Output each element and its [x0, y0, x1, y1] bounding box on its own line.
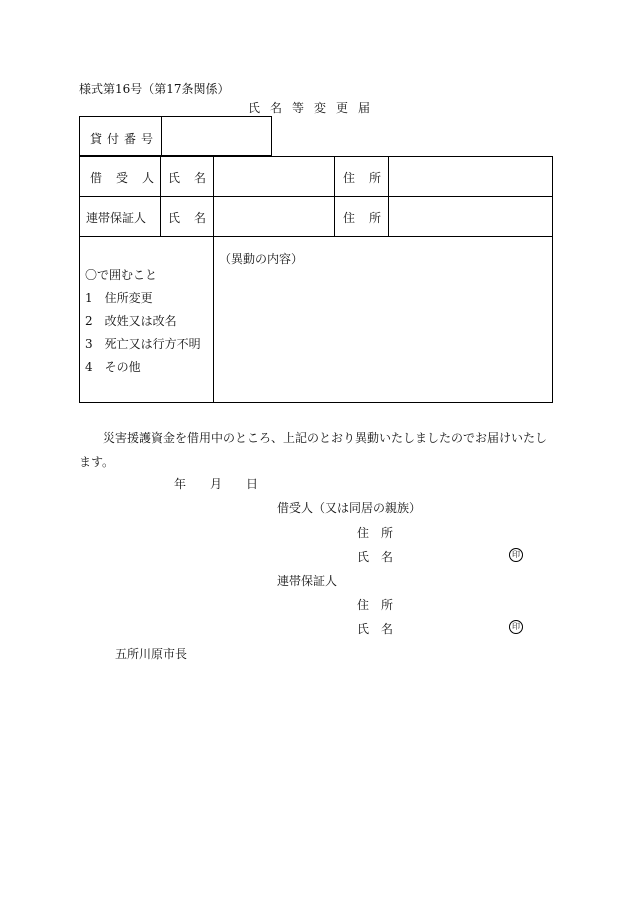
col-divider: [160, 156, 161, 236]
guarantor-name-field[interactable]: [218, 206, 328, 226]
col-divider: [213, 156, 214, 403]
date-line: 年 月 日: [174, 477, 259, 491]
seal-icon: 印: [509, 548, 523, 562]
change-details-label: （異動の内容）: [219, 252, 304, 266]
borrower-address-label: 住所: [343, 171, 396, 185]
row-divider: [79, 236, 553, 237]
guarantor-address-label: 住所: [343, 211, 396, 225]
borrower-address-field[interactable]: [394, 166, 546, 186]
borrower-sign-name-label: 氏 名: [357, 550, 394, 564]
borrower-name-field[interactable]: [218, 166, 328, 186]
choice-item[interactable]: 4 その他: [85, 360, 141, 374]
choice-item[interactable]: 1 住所変更: [85, 291, 153, 305]
borrower-name-label: 氏名: [168, 171, 221, 185]
guarantor-name-label: 氏名: [168, 211, 221, 225]
addressee: 五所川原市長: [115, 647, 188, 661]
guarantor-address-field[interactable]: [394, 206, 546, 226]
guarantor-sign-name-label: 氏 名: [357, 622, 394, 636]
loan-number-label: 貸付番号: [90, 132, 159, 146]
borrower-heading: 借受人（又は同居の親族）: [277, 501, 422, 515]
guarantor-address-label: 住 所: [357, 598, 394, 612]
loan-number-field[interactable]: [166, 130, 266, 146]
change-details-field[interactable]: [219, 270, 545, 396]
borrower-address-label: 住 所: [357, 526, 394, 540]
divider: [161, 116, 162, 156]
row-divider: [79, 196, 553, 197]
choice-instruction: 〇で囲むこと: [85, 268, 158, 282]
choice-item[interactable]: 2 改姓又は改名: [85, 314, 177, 328]
borrower-label: 借受人: [90, 171, 169, 185]
col-divider: [334, 156, 335, 236]
statement: 災害援護資金を借用中のところ、上記のとおり異動いたしましたのでお届けいたします。: [79, 431, 548, 469]
guarantor-heading: 連帯保証人: [277, 574, 338, 588]
choice-item[interactable]: 3 死亡又は行方不明: [85, 337, 201, 351]
guarantor-label: 連帯保証人: [86, 211, 147, 225]
form-number: 様式第16号（第17条関係）: [79, 82, 230, 96]
form-title: 氏名等変更届: [248, 101, 381, 115]
seal-icon: 印: [509, 620, 523, 634]
